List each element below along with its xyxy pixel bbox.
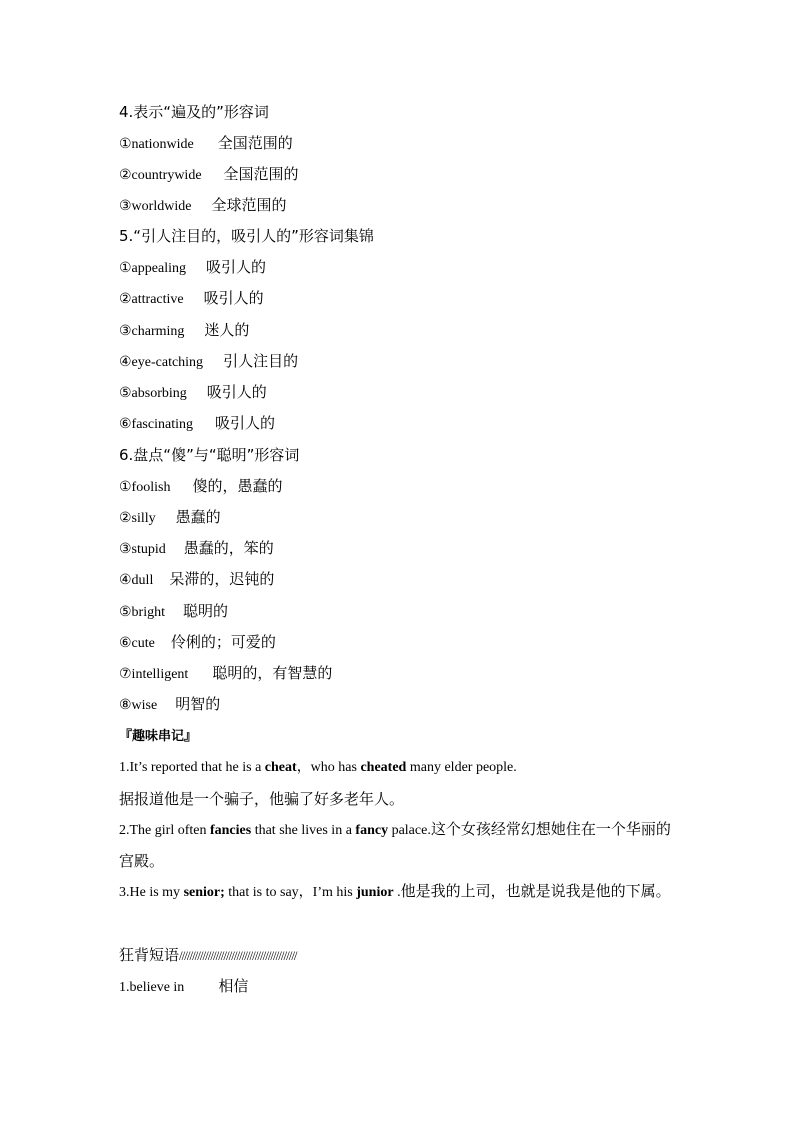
s3-keyword-junior: junior <box>356 885 394 900</box>
s2-keyword-fancy: fancy <box>355 823 389 838</box>
term: ⑤absorbing <box>119 386 187 401</box>
list-item <box>119 133 293 155</box>
term: ①foolish <box>119 480 171 495</box>
term: ③stupid <box>119 542 166 557</box>
term: ③worldwide <box>119 199 192 214</box>
s2-keyword-fancies: fancies <box>209 823 252 838</box>
s3-text-c: that is to say，I’m his <box>224 885 357 900</box>
meaning: 伶俐的；可爱的 <box>170 633 276 651</box>
example-sentence-3 <box>119 876 679 908</box>
list-item <box>119 632 276 654</box>
list-item <box>119 164 299 186</box>
s1-text-e: many elder people. <box>406 760 517 775</box>
list-item <box>119 351 298 373</box>
term: ④eye-catching <box>119 355 204 370</box>
list-item <box>119 601 228 623</box>
example-sentence-1 <box>119 758 517 778</box>
s3-text-e: . <box>393 885 401 900</box>
meaning: 明智的 <box>175 695 221 713</box>
meaning: 全国范围的 <box>223 165 299 183</box>
list-item <box>119 320 249 342</box>
term: ⑤bright <box>119 605 165 620</box>
term: ①appealing <box>119 261 186 276</box>
term: ②countrywide <box>119 168 202 183</box>
meaning: 吸引人的 <box>214 414 275 432</box>
section5-heading: 5.“引人注目的，吸引人的”形容词集锦 <box>119 227 374 245</box>
meaning: 吸引人的 <box>206 383 267 401</box>
term: ②silly <box>119 511 156 526</box>
s3-text-a: 3.He is my <box>119 885 184 900</box>
s2-text-c: that she lives in a <box>251 823 356 838</box>
list-item <box>119 507 221 529</box>
meaning: 愚蠢的，笨的 <box>183 539 274 557</box>
meaning: 引人注目的 <box>223 352 299 370</box>
fun-memory-tag: 『趣味串记』 <box>119 729 198 744</box>
term: ④dull <box>119 573 154 588</box>
term: ⑥fascinating <box>119 417 193 432</box>
list-item <box>119 694 220 716</box>
section6-heading: 6.盘点“傻”与“聪明”形容词 <box>119 446 300 464</box>
meaning: 愚蠢的 <box>175 508 221 526</box>
example-translation-3: 他是我的上司，也就是说我是他的下属。 <box>400 882 671 900</box>
term: ③charming <box>119 324 185 339</box>
meaning: 迷人的 <box>204 321 250 339</box>
s1-text-a: 1.It’s reported that he is a <box>119 760 265 775</box>
s2-text-e: palace. <box>388 823 431 838</box>
s1-text-c: ，who has <box>296 760 361 775</box>
list-item <box>119 288 264 310</box>
term: ⑦intelligent <box>119 667 189 682</box>
term: ⑥cute <box>119 636 155 651</box>
list-item <box>119 569 274 591</box>
term: ⑧wise <box>119 698 158 713</box>
s3-keyword-senior: senior; <box>183 885 225 900</box>
meaning: 全球范围的 <box>211 196 287 214</box>
list-item <box>119 257 266 279</box>
s1-keyword-cheat: cheat <box>264 760 297 775</box>
phrase-item <box>119 976 248 998</box>
meaning: 傻的，愚蠢的 <box>192 477 283 495</box>
list-item <box>119 195 286 217</box>
term: ②attractive <box>119 292 184 307</box>
phrases-heading-line <box>119 945 297 966</box>
term: ①nationwide <box>119 137 194 152</box>
meaning: 聪明的 <box>183 602 229 620</box>
phrase-term: 1.believe in <box>119 980 185 995</box>
list-item <box>119 476 282 498</box>
list-item <box>119 413 275 435</box>
meaning: 吸引人的 <box>205 258 266 276</box>
phrase-meaning: 相信 <box>218 977 249 995</box>
list-item <box>119 538 274 560</box>
list-item <box>119 382 267 404</box>
meaning: 吸引人的 <box>203 289 264 307</box>
example-sentence-2 <box>119 814 679 877</box>
example-translation-1: 据报道他是一个骗子，他骗了好多老年人。 <box>119 790 405 808</box>
section4-heading: 4.表示“遍及的”形容词 <box>119 103 269 121</box>
meaning: 聪明的，有智慧的 <box>212 664 333 682</box>
s1-keyword-cheated: cheated <box>360 760 407 775</box>
meaning: 呆滞的，迟钝的 <box>169 570 275 588</box>
example-translation-2: 这个女孩经常幻想她住在一个华丽的宫殿。 <box>119 820 671 870</box>
meaning: 全国范围的 <box>217 134 293 152</box>
decorative-slashes: ///////////////////////////////////////////// <box>179 948 297 963</box>
s2-text-a: 2.The girl often <box>119 823 210 838</box>
phrases-heading: 狂背短语 <box>119 946 180 964</box>
list-item <box>119 663 332 685</box>
